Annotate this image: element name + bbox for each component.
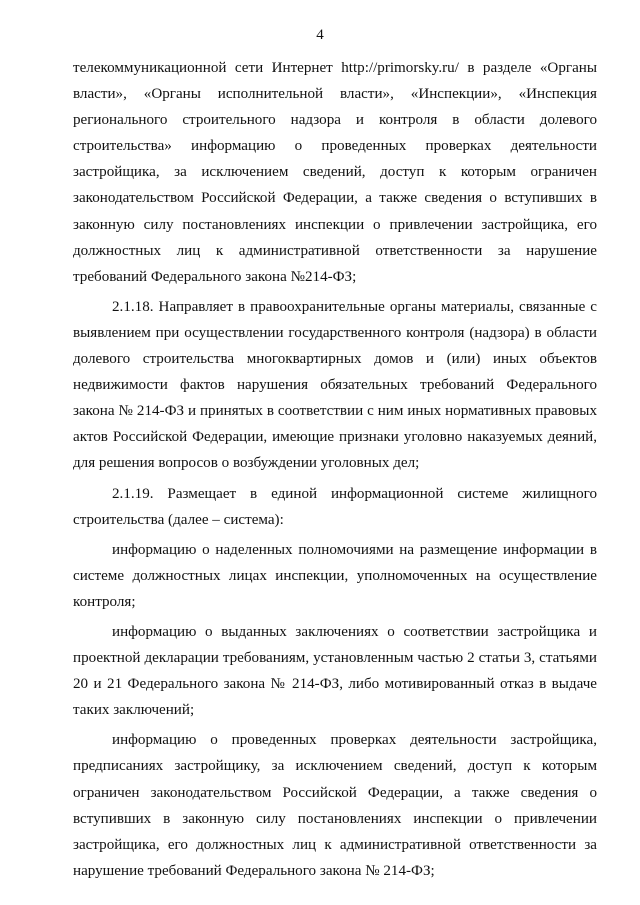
paragraph-officials-info: информацию о наделенных полномочиями на размещение информации в системе должностных лицах инспекции, уполномоченных на осуществление контроля;	[73, 541, 597, 610]
document-body	[73, 55, 597, 884]
page-number: 4	[316, 27, 324, 43]
paragraph-conclusions-info: информацию о выданных заключениях о соответствии застройщика и проектной декларации требованиям, установленным частью 2 статьи 3, статьями 20 и 21 Федерального закона № 214-ФЗ, либо мотивированный отказ в выдаче таких заключений;	[73, 623, 597, 719]
paragraph-continuation: телекоммуникационной сети Интернет http://primorsky.ru/ в разделе «Органы власти», «Органы исполнительной власти», «Инспекции», «Инспекция регионального строительного надзора и контроля в области долевого строительства» информацию о проведенных проверках деятельности застройщика, за исключением сведений, доступ к которым ограничен законодательством Российской Федерации, а также сведения о вступивших в законную силу постановлениях инспекции о привлечении застройщика, его должностных лиц к административной ответственности за нарушение требований Федерального закона №214-ФЗ;	[73, 60, 597, 285]
paragraph-2-1-19: 2.1.19. Размещает в единой информационной системе жилищного строительства (далее – система):	[73, 485, 597, 528]
paragraph-inspections-info: информацию о проведенных проверках деятельности застройщика, предписаниях застройщику, за исключением сведений, доступ к которым ограничен законодательством Российской Федерации, а также сведения о вступивших в законную силу постановлениях инспекции о привлечении застройщика, его должностных лиц к административной ответственности за нарушение требований Федерального закона № 214-ФЗ;	[73, 732, 597, 879]
paragraph-2-1-18: 2.1.18. Направляет в правоохранительные органы материалы, связанные с выявлением при осуществлении государственного контроля (надзора) в области долевого строительства многоквартирных домов и (или) иных объектов недвижимости фактов нарушения обязательных требований Федерального закона № 214-ФЗ и принятых в соответствии с ним иных нормативных правовых актов Российской Федерации, имеющие признаки уголовно наказуемых деяний, для решения вопросов о возбуждении уголовных дел;	[73, 298, 597, 472]
